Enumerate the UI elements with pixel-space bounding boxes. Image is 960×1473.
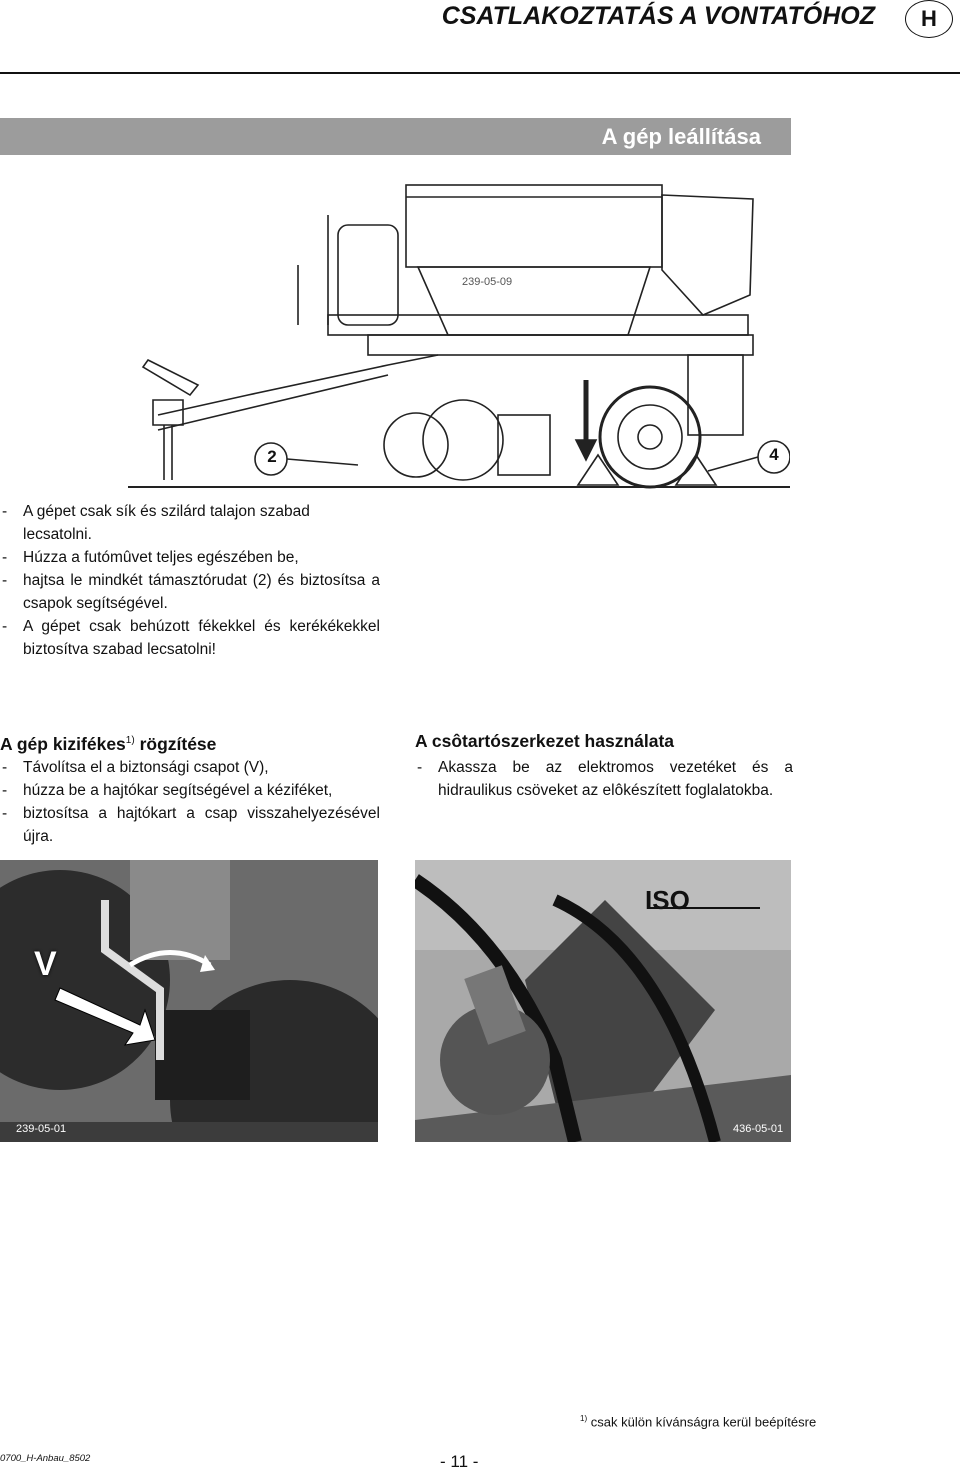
page-number: - 11 - — [440, 1452, 479, 1471]
list-item: - húzza be a hajtókar segítségével a kéziféket, — [0, 779, 380, 802]
machine-side-view-figure — [128, 175, 790, 495]
list-item: - Húzza a futómûvet teljes egészében be, — [0, 546, 380, 569]
figure-code: 239-05-09 — [462, 276, 513, 288]
photo-code: 436-05-01 — [733, 1123, 784, 1135]
page-header-title: CSATLAKOZTATÁS A VONTATÓHOZ — [441, 2, 875, 30]
language-badge: H — [905, 0, 953, 38]
document-id: 0700_H-Anbau_8502 — [0, 1453, 91, 1464]
hose-holder-steps-list — [415, 756, 793, 802]
list-item: - Akassza be az elektromos vezetéket és a hidraulikus csöveket az elôkészített foglalatokba. — [415, 756, 793, 802]
hose-holder-photo — [415, 860, 791, 1142]
photo-code: 239-05-01 — [16, 1123, 67, 1135]
callout-4: 4 — [769, 445, 779, 464]
footnote: $^{1)}$ csak külön kívánságra kerül beépítésre — [580, 1414, 817, 1430]
handbrake-steps-list — [0, 756, 380, 848]
list-item: - biztosítsa a hajtókart a csap visszahelyezésével újra. — [0, 802, 380, 848]
list-item: - A gépet csak sík és szilárd talajon szabad lecsatolni. — [0, 500, 380, 546]
handbrake-heading: A gép kizifékes$^{1)}$ rögzítése — [0, 733, 217, 754]
photo-label-iso: ISO — [645, 885, 690, 915]
header-divider — [0, 72, 960, 74]
hose-holder-heading: A csôtartószerkezet használata — [415, 731, 675, 751]
shutdown-steps-list — [0, 500, 380, 661]
photo-label-v: V — [34, 945, 57, 983]
list-item: - hajtsa le mindkét támasztórudat (2) és biztosítsa a csapok segítségével. — [0, 569, 380, 615]
section-title-bar — [0, 118, 791, 155]
section-title: A gép leállítása — [601, 124, 761, 149]
handbrake-photo — [0, 860, 378, 1142]
list-item: - Távolítsa el a biztonsági csapot (V), — [0, 756, 380, 779]
callout-2: 2 — [267, 447, 277, 466]
list-item: - A gépet csak behúzott fékekkel és kerékékekkel biztosítva szabad lecsatolni! — [0, 615, 380, 661]
